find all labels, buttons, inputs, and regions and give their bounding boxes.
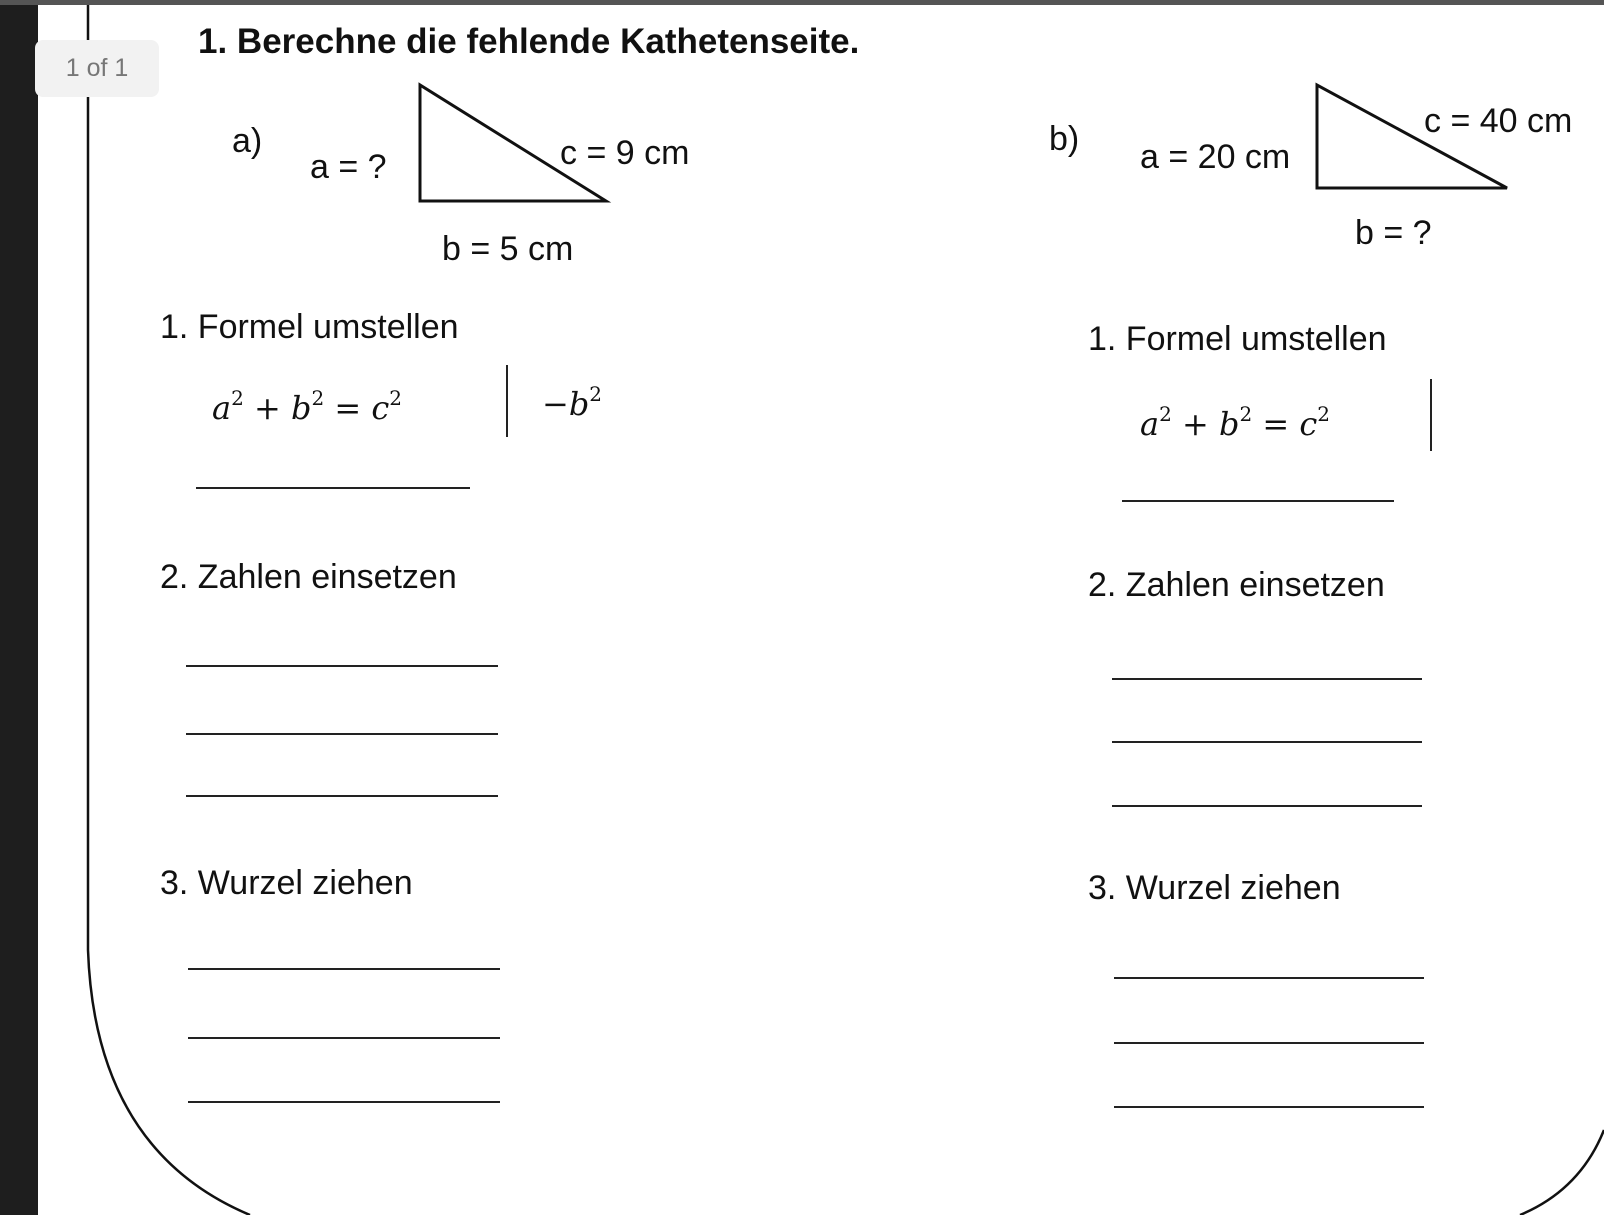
task-b-side-b: b = ?: [1355, 214, 1432, 252]
task-b-step3-heading: 3. Wurzel ziehen: [1088, 869, 1341, 907]
task-a-step1-heading: 1. Formel umstellen: [160, 308, 459, 346]
task-a-side-b: b = 5 cm: [442, 230, 574, 268]
task-a-side-a: a = ?: [310, 148, 387, 186]
task-a-side-c: c = 9 cm: [560, 134, 690, 172]
task-b-step1-heading: 1. Formel umstellen: [1088, 320, 1387, 358]
task-b-side-a: a = 20 cm: [1140, 138, 1291, 176]
task-b-side-c: c = 40 cm: [1424, 102, 1573, 140]
task-a-rearrange-step: $-b^2$: [542, 382, 603, 423]
task-a-step3-heading: 3. Wurzel ziehen: [160, 864, 413, 902]
task-a-formula: $a^2 + b^2 = c^2$: [212, 386, 402, 427]
task-b-answer-line-2[interactable]: [1112, 678, 1422, 680]
page-counter: 1 of 1: [35, 40, 159, 97]
task-b-step2-heading: 2. Zahlen einsetzen: [1088, 566, 1385, 604]
worksheet-title: 1. Berechne die fehlende Kathetenseite.: [198, 22, 860, 61]
task-a-step2-heading: 2. Zahlen einsetzen: [160, 558, 457, 596]
task-b-answer-line-3[interactable]: [1112, 741, 1422, 743]
task-b-equation-divider: [1430, 379, 1432, 451]
task-b-answer-line-5[interactable]: [1114, 977, 1424, 979]
task-a-label: a): [232, 122, 263, 160]
task-b-answer-line-7[interactable]: [1114, 1106, 1424, 1108]
task-b-formula: $a^2 + b^2 = c^2$: [1140, 402, 1330, 443]
task-b-answer-line-4[interactable]: [1112, 805, 1422, 807]
task-b-answer-line-6[interactable]: [1114, 1042, 1424, 1044]
task-b-label: b): [1049, 120, 1080, 158]
task-b-answer-line-1[interactable]: [1122, 500, 1394, 502]
